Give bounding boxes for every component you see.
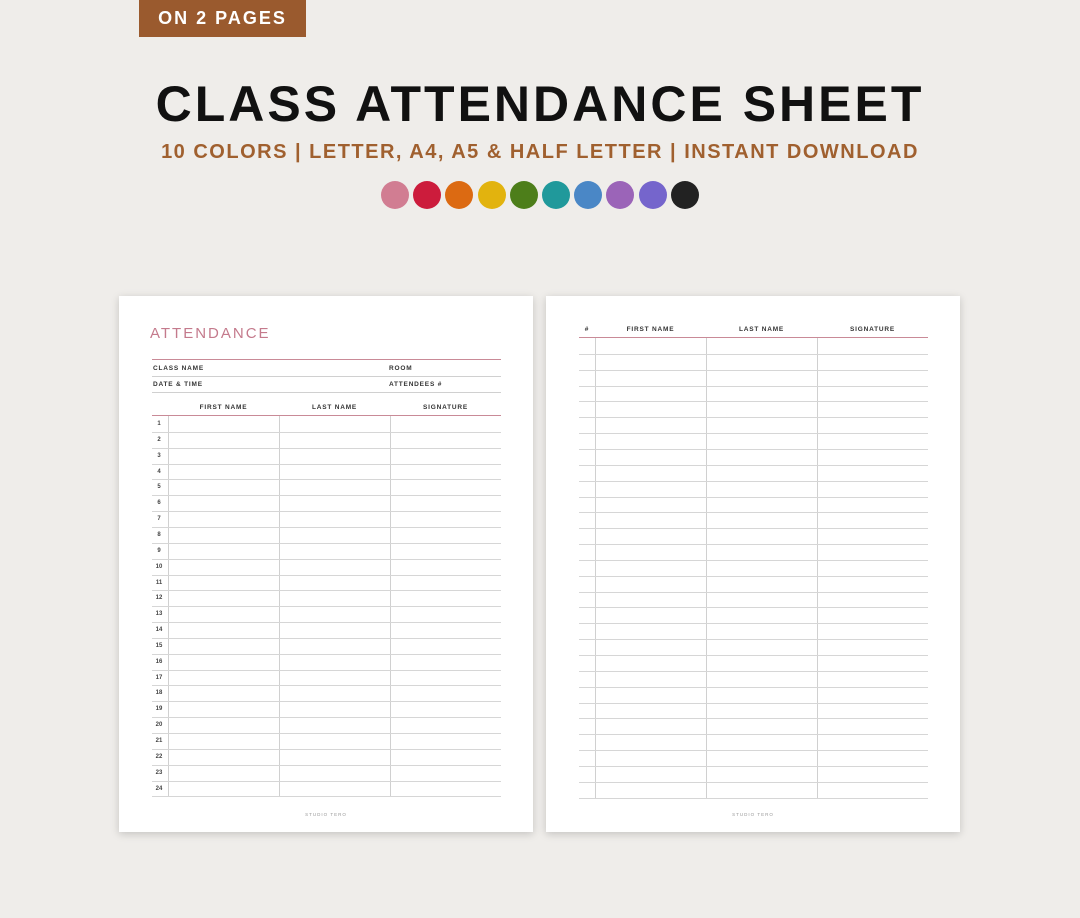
- color-swatch: [671, 181, 699, 209]
- pages-badge: ON 2 PAGES: [139, 0, 306, 37]
- table-row: [579, 639, 928, 640]
- row-number: 5: [157, 484, 161, 491]
- table-row: [579, 465, 928, 466]
- table-row: [579, 655, 928, 656]
- table-row: [152, 479, 501, 480]
- row-number: 11: [155, 579, 163, 586]
- table-row: [579, 718, 928, 719]
- column-header-first-name: FIRST NAME: [199, 404, 248, 411]
- table-row: [579, 354, 928, 355]
- subtitle: 10 COLORS | LETTER, A4, A5 & HALF LETTER | INSTANT DOWNLOAD: [161, 141, 919, 163]
- column-header-last-name: LAST NAME: [738, 326, 785, 333]
- row-number: 4: [157, 468, 161, 475]
- table-row: [579, 512, 928, 513]
- table-row: [152, 543, 501, 544]
- room-label: ROOM: [389, 365, 413, 372]
- table-row: [152, 575, 501, 576]
- table-row: [152, 622, 501, 623]
- column-header-signature: SIGNATURE: [423, 404, 468, 411]
- color-swatch: [574, 181, 602, 209]
- table-row: [579, 417, 928, 418]
- main-title: CLASS ATTENDANCE SHEET: [155, 76, 925, 132]
- table-row: [579, 401, 928, 402]
- row-number: 10: [155, 563, 163, 570]
- table-row: [579, 798, 928, 799]
- table-row: [579, 544, 928, 545]
- table-row: [579, 576, 928, 577]
- table-row: [579, 687, 928, 688]
- row-number: 19: [155, 706, 163, 713]
- table-row: [579, 782, 928, 783]
- attendance-page-1: [119, 296, 533, 832]
- table-row: [152, 448, 501, 449]
- table-row: [579, 497, 928, 498]
- table-row: [152, 685, 501, 686]
- color-swatch: [639, 181, 667, 209]
- table-row: [152, 670, 501, 671]
- table-header-rule: [579, 337, 928, 338]
- row-number: 8: [157, 531, 161, 538]
- table-row: [579, 560, 928, 561]
- column-header-signature: SIGNATURE: [850, 326, 895, 333]
- row-number: 15: [155, 642, 163, 649]
- table-row: [579, 433, 928, 434]
- table-row: [152, 464, 501, 465]
- column-divider: [595, 338, 596, 798]
- color-swatch: [478, 181, 506, 209]
- date-info-row: [152, 376, 501, 393]
- row-number: 18: [155, 690, 163, 697]
- column-header-number: #: [584, 326, 590, 333]
- row-number: 14: [155, 627, 163, 634]
- row-number: 7: [157, 516, 161, 523]
- table-row: [152, 765, 501, 766]
- table-row: [152, 733, 501, 734]
- table-row: [152, 511, 501, 512]
- row-number: 1: [157, 421, 161, 427]
- table-row: [579, 766, 928, 767]
- page-footer: STUDIO TERO: [305, 812, 347, 817]
- table-row: [152, 495, 501, 496]
- attendees-label: ATTENDEES #: [389, 381, 443, 388]
- color-swatch: [542, 181, 570, 209]
- table-row: [579, 528, 928, 529]
- table-row: [579, 449, 928, 450]
- table-header-rule: [152, 415, 501, 416]
- table-row: [579, 703, 928, 704]
- row-number: 12: [155, 595, 163, 602]
- color-swatches: [381, 181, 701, 211]
- color-swatch: [510, 181, 538, 209]
- table-row: [152, 638, 501, 639]
- table-row: [152, 701, 501, 702]
- column-header-last-name: LAST NAME: [311, 404, 358, 411]
- column-divider: [706, 338, 707, 798]
- row-number: 20: [155, 722, 163, 729]
- row-number: 21: [155, 738, 163, 744]
- table-row: [579, 734, 928, 735]
- class-name-label: CLASS NAME: [153, 365, 204, 372]
- color-swatch: [606, 181, 634, 209]
- row-number: 24: [155, 785, 163, 792]
- row-number: 13: [155, 611, 163, 618]
- table-row: [152, 606, 501, 607]
- table-row: [152, 796, 501, 797]
- date-time-label: DATE & TIME: [153, 381, 203, 388]
- column-divider: [817, 338, 818, 798]
- table-row: [152, 432, 501, 433]
- table-row: [152, 717, 501, 718]
- table-row: [579, 607, 928, 608]
- table-row: [579, 386, 928, 387]
- table-row: [579, 481, 928, 482]
- row-number: 16: [155, 658, 163, 665]
- table-row: [579, 671, 928, 672]
- table-row: [152, 654, 501, 655]
- row-number: 3: [157, 452, 161, 459]
- column-header-first-name: FIRST NAME: [626, 326, 675, 333]
- attendance-heading: ATTENDANCE: [150, 325, 271, 342]
- table-row: [152, 590, 501, 591]
- color-swatch: [381, 181, 409, 209]
- color-swatch: [445, 181, 473, 209]
- page-footer: STUDIO TERO: [732, 812, 774, 817]
- row-number: 6: [157, 500, 161, 507]
- table-row: [152, 749, 501, 750]
- row-number: 22: [155, 753, 163, 760]
- color-swatch: [413, 181, 441, 209]
- row-number: 17: [155, 674, 163, 681]
- row-number: 2: [157, 436, 161, 443]
- table-row: [152, 527, 501, 528]
- class-info-row: [152, 360, 501, 377]
- table-row: [579, 750, 928, 751]
- attendance-page-2: [546, 296, 960, 832]
- table-row: [579, 592, 928, 593]
- row-number: 9: [157, 547, 161, 554]
- row-number: 23: [155, 769, 163, 776]
- table-row: [579, 623, 928, 624]
- table-row: [579, 370, 928, 371]
- table-row: [152, 781, 501, 782]
- table-row: [152, 559, 501, 560]
